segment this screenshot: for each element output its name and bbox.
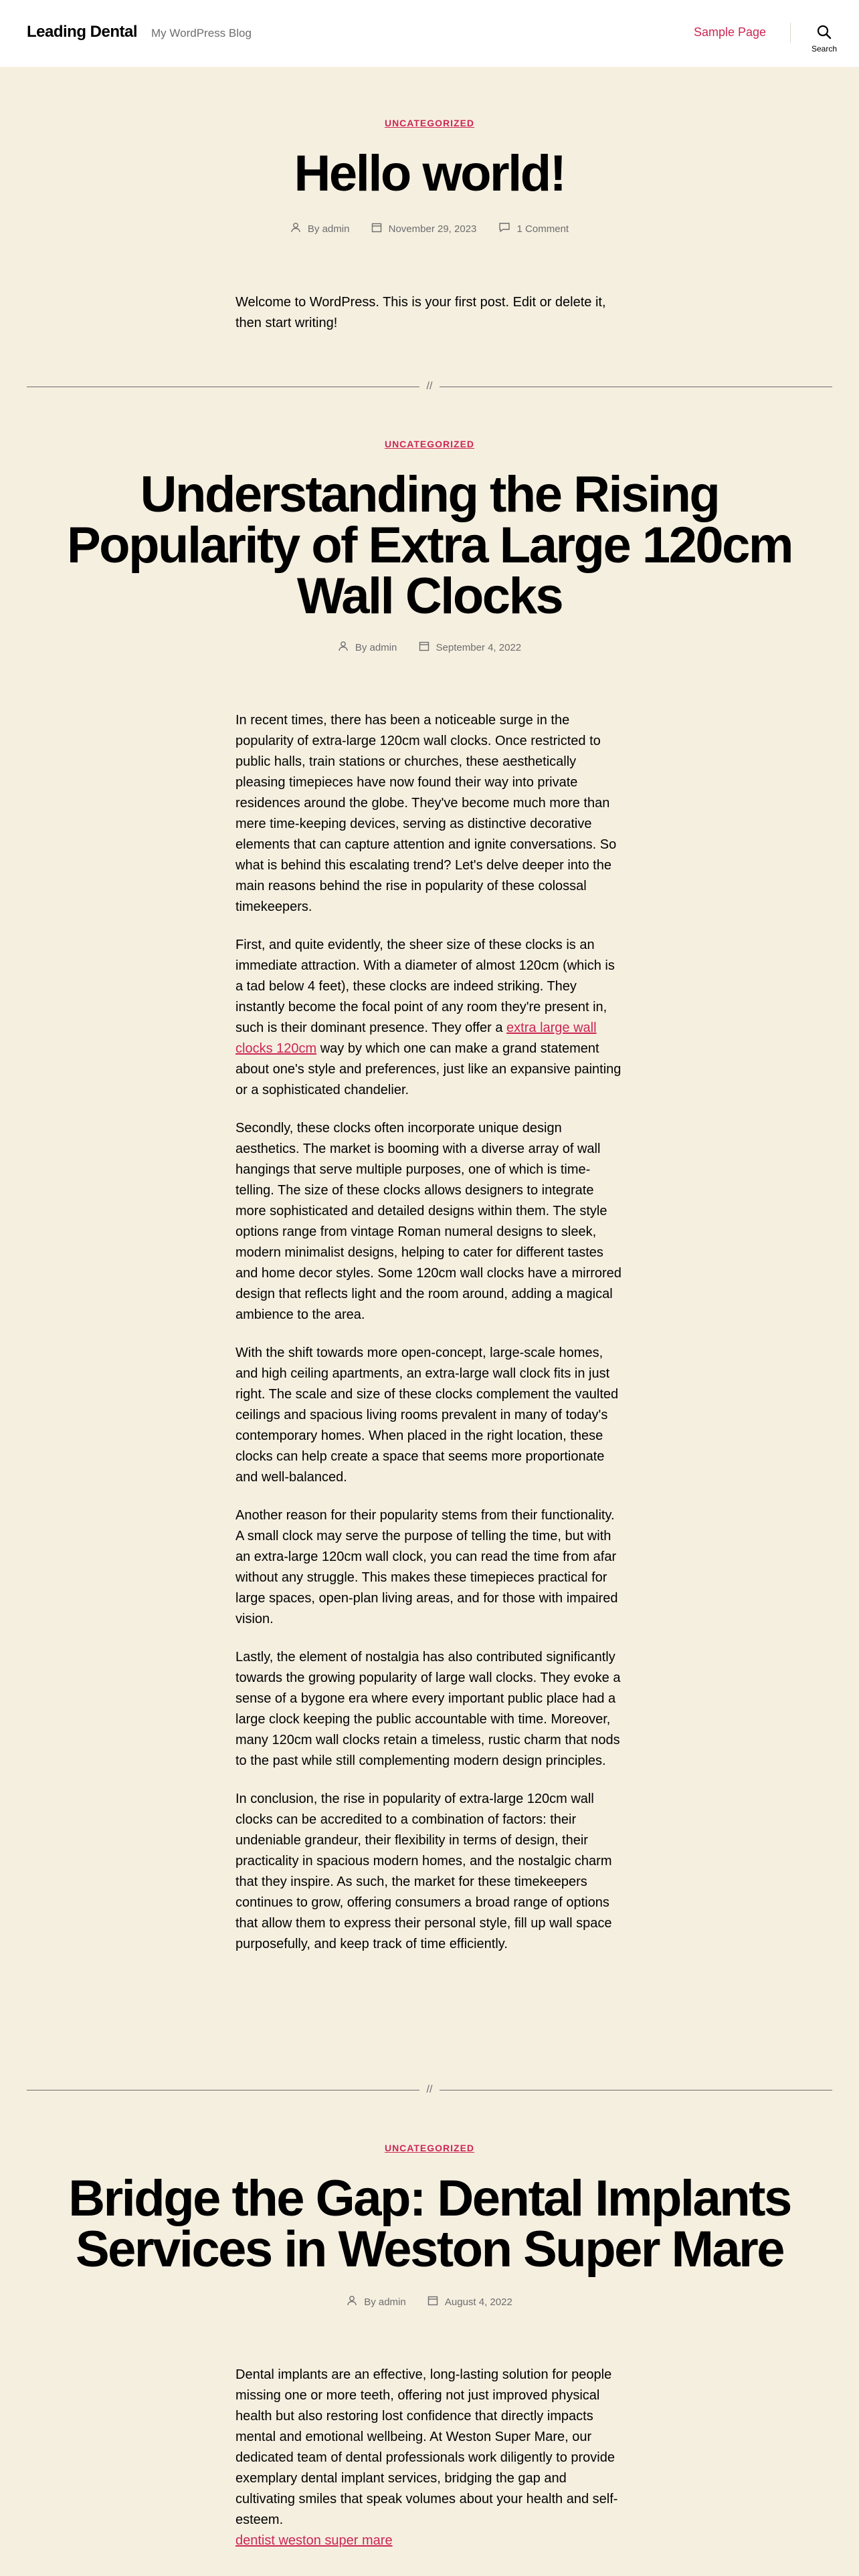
- post-author-link[interactable]: By admin: [355, 641, 397, 653]
- post-comments: [498, 222, 569, 235]
- search-label: Search: [811, 44, 838, 53]
- post-title-line: Understanding the Rising: [140, 466, 719, 523]
- nav-link-sample-page[interactable]: Sample Page: [694, 25, 767, 39]
- paragraph-text: First, and quite evidently, the sheer size of these clocks is an immediate attraction. With a diameter of almost 120cm (which is a tad below 4 feet), these clocks are indeed striking. They instantly become the focal point of any room they're present in, such is their dominant presence. They offer a: [235, 938, 615, 1035]
- post-paragraph: Secondly, these clocks often incorporate unique design aesthetics. The market is booming with a diverse array of wall hangings that serve multiple purposes, one of which is time-telling. The size of these clocks allows designers to integrate more sophisticated and detailed designs within them. The style options range from vintage Roman numeral designs to sleek, modern minimalist designs, helping to cater for different tastes and home decor styles. Some 120cm wall clocks have a mirrored design that reflects light and the room around, adding a magical ambience to the area.: [235, 1121, 622, 1322]
- post-date-link[interactable]: September 4, 2022: [436, 641, 522, 653]
- post-paragraph: [235, 935, 624, 1101]
- post-separator: [27, 2083, 832, 2097]
- comment-icon: [498, 222, 517, 235]
- site-header: [0, 0, 859, 67]
- post-category-link[interactable]: UNCATEGORIZED: [384, 2143, 475, 2153]
- post-meta: [0, 2295, 859, 2309]
- post-category-wrap: [0, 439, 859, 451]
- post-title-line: Services in Weston Super Mare: [75, 2221, 784, 2278]
- extra-large-wall-clocks-link[interactable]: extra large wall clocks 120cm: [235, 1021, 597, 1056]
- paragraph-text: way by which one can make a grand statement about one's style and preferences, just like an expansive painting or a sophisticated chandelier.: [235, 1041, 622, 1097]
- dentist-weston-link[interactable]: dentist weston super mare: [235, 2533, 393, 2548]
- post-paragraph: [235, 2365, 624, 2551]
- post-category-wrap: [0, 2143, 859, 2155]
- paragraph-text: Dental implants are an effective, long-lasting solution for people missing one or more teeth, offering not just improved physical health but also restoring lost confidence that directly impacts mental and emotional wellbeing. At Weston Super Mare, our dedicated team of dental professionals work diligently to provide exemplary dental implant services, bridging the gap and cultivating smiles that speak volumes about your health and self-esteem.: [235, 2367, 618, 2527]
- post-category-link[interactable]: UNCATEGORIZED: [384, 118, 475, 128]
- post-title[interactable]: Hello world!: [294, 145, 565, 202]
- post-paragraph: Another reason for their popularity stems from their functionality. A small clock may serve the purpose of telling the time, but with an extra-large 120cm wall clock, you can read the time from afar without any struggle. This makes these timepieces practical for large spaces, open-plan living areas, and for those with impaired vision.: [235, 1508, 618, 1626]
- post-title-line: Popularity of Extra Large 120cm: [66, 517, 793, 574]
- separator-mark: //: [419, 380, 440, 393]
- post-paragraph: Lastly, the element of nostalgia has also contributed significantly towards the growing popularity of large wall clocks. They evoke a sense of a bygone era where every important public place had a large clock keeping the public accountable with time. Moreover, many 120cm wall clocks retain a timeless, rustic charm that nods to the past while still complementing modern design principles.: [235, 1650, 621, 1768]
- search-icon: [811, 24, 838, 40]
- post-paragraph: With the shift towards more open-concept, large-scale homes, and high ceiling apartments, an extra-large wall clock fits in just right. The scale and size of these clocks complement the vaulted ceilings and spacious living rooms prevalent in many of today's contemporary homes. When placed in the right location, these clocks can help create a space that seems more proportionate and well-balanced.: [235, 1346, 619, 1485]
- separator-mark: //: [419, 2083, 440, 2097]
- post-paragraph: Welcome to WordPress. This is your first post. Edit or delete it, then start writing!: [235, 295, 606, 330]
- post-title[interactable]: [0, 2170, 859, 2278]
- post-date: [371, 222, 477, 235]
- search-button[interactable]: [811, 24, 838, 58]
- post-title[interactable]: [0, 466, 859, 625]
- post-comments-link[interactable]: 1 Comment: [516, 223, 569, 235]
- post-content: [235, 292, 624, 351]
- calendar-icon: [419, 641, 436, 654]
- post-author-link[interactable]: By admin: [364, 2296, 406, 2308]
- post-author-link[interactable]: By admin: [307, 223, 350, 235]
- post-title-wrap: [0, 2170, 859, 2278]
- post-meta: [0, 222, 859, 235]
- site-description: My WordPress Blog: [151, 27, 252, 39]
- post-category-wrap: [0, 118, 859, 130]
- post-content: [235, 2365, 624, 2569]
- post-author: [347, 2295, 406, 2309]
- post-author: [290, 222, 350, 235]
- post-paragraph: In conclusion, the rise in popularity of extra-large 120cm wall clocks can be accredited to a combination of factors: their undeniable grandeur, their flexibility in terms of design, their practicality in spacious modern homes, and the nostalgic charm that they inspire. As such, the market for these timekeepers continues to grow, offering consumers a broad range of options that allow them to express their personal style, fill up wall space purposefully, and keep track of time efficiently.: [235, 1792, 612, 1951]
- post-title-line: Bridge the Gap: Dental Implants: [68, 2170, 791, 2227]
- post-paragraph: In recent times, there has been a noticeable surge in the popularity of extra-large 120cm wall clocks. Once restricted to public halls, train stations or churches, these aesthetically pleasing timepieces have now found their way into private residences around the globe. They've become much more than mere time-keeping devices, serving as distinctive decorative elements that can capture attention and ignite conversations. So what is behind this escalating trend? Let's delve deeper into the main reasons behind the rise in popularity of these colossal timekeepers.: [235, 713, 617, 914]
- post-title-wrap: [0, 145, 859, 202]
- post-title-wrap: [0, 466, 859, 625]
- user-icon: [338, 641, 355, 654]
- post-separator: [27, 380, 832, 393]
- post-meta: [0, 641, 859, 654]
- site-title[interactable]: Leading Dental: [27, 23, 138, 41]
- post-author: [338, 641, 397, 654]
- post-date: [427, 2295, 512, 2309]
- post-date-link[interactable]: August 4, 2022: [444, 2296, 512, 2308]
- post-date-link[interactable]: November 29, 2023: [388, 223, 477, 235]
- user-icon: [290, 222, 308, 235]
- user-icon: [347, 2295, 364, 2309]
- post-title-line: Wall Clocks: [296, 568, 563, 625]
- header-separator: [790, 23, 791, 43]
- calendar-icon: [371, 222, 389, 235]
- calendar-icon: [427, 2295, 445, 2309]
- post-content: [235, 710, 624, 1972]
- post-category-link[interactable]: UNCATEGORIZED: [384, 439, 475, 449]
- post-date: [419, 641, 522, 654]
